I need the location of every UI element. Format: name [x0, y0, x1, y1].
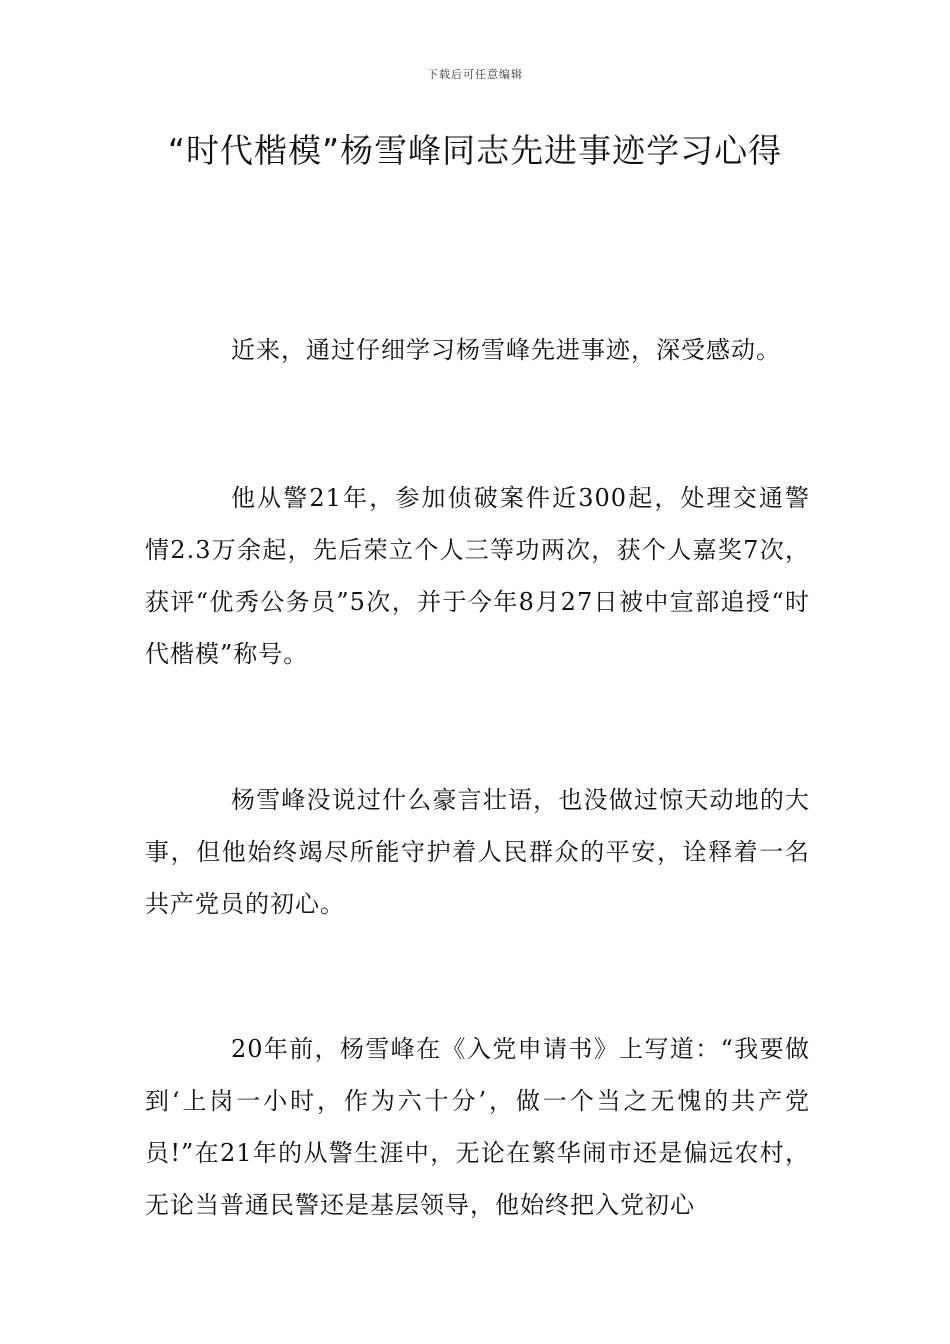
paragraph-career: 他从警21年，参加侦破案件近300起，处理交通警情2.3万余起，先后荣立个人三等功两次，获个人嘉奖7次，获评“优秀公务员”5次，并于今年8月27日被中宣部追授“时代楷模”称号。 [145, 484, 810, 668]
paragraph-dedication: 杨雪峰没说过什么豪言壮语，也没做过惊天动地的大事，但他始终竭尽所能守护着人民群众的平安，诠释着一名共产党员的初心。 [145, 786, 810, 918]
paragraph-intro: 近来，通过仔细学习杨雪峰先进事迹，深受感动。 [231, 336, 781, 364]
paragraph-application: 20年前，杨雪峰在《入党申请书》上写道：“我要做到‘上岗一小时，作为六十分’，做一个当之无愧的共产党员!”在21年的从警生涯中，无论在繁华闹市还是偏远农村，无论当普通民警还是基层领导，他始终把入党初心 [145, 1035, 810, 1219]
header-note: 下载后可任意编辑 [427, 68, 523, 81]
document-title: “时代楷模”杨雪峰同志先进事迹学习心得 [167, 131, 783, 170]
